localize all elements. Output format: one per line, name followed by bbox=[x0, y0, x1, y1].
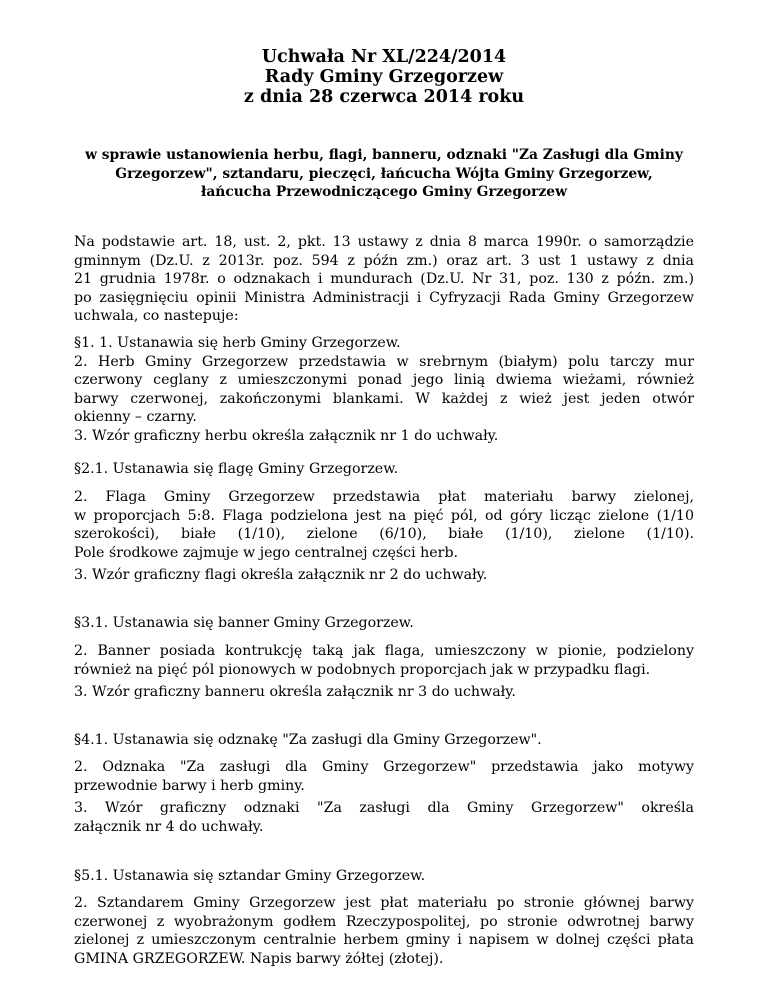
text-line: 2. Odznaka "Za zasługi dla Gminy Grzegorzew" przedstawia jako motywy bbox=[74, 759, 694, 775]
title-line-number: Uchwała Nr XL/224/2014 bbox=[261, 47, 507, 67]
section-heading: §4.1. Ustanawia się odznakę "Za zasługi dla Gminy Grzegorzew". bbox=[74, 732, 542, 748]
preamble-paragraph bbox=[74, 233, 694, 326]
text-line: Pole środkowe zajmuje w jego centralnej części herb. bbox=[74, 544, 459, 561]
text-line: po zasięgnięciu opinii Ministra Administracji i Cyfryzacji Rada Gminy Grzegorzew bbox=[74, 289, 694, 306]
subject-line: łańcucha Przewodniczącego Gminy Grzegorzew bbox=[201, 184, 567, 200]
resolution-subject bbox=[74, 146, 694, 202]
title-line-council: Rady Gminy Grzegorzew bbox=[264, 67, 504, 87]
text-line: 3. Wzór graficzny flagi określa załącznik nr 2 do uchwały. bbox=[74, 567, 488, 583]
section-2-point-3 bbox=[74, 566, 694, 585]
text-line: również na pięć pól pionowych w podobnych proporcjach jak w przypadku flagi. bbox=[74, 661, 651, 678]
text-line: 3. Wzór graficzny odznaki "Za zasługi dla Gminy Grzegorzew" określa bbox=[74, 800, 694, 816]
text-line: barwy czerwonej, zakończonymi blankami. W każdej z wież jest jeden otwór bbox=[74, 390, 694, 407]
section-heading: §2.1. Ustanawia się flagę Gminy Grzegorzew. bbox=[74, 461, 399, 477]
text-line: 2. Banner posiada kontrukcję taką jak flaga, umieszczony w pionie, podzielony bbox=[74, 643, 694, 659]
section-heading: §5.1. Ustanawia się sztandar Gminy Grzegorzew. bbox=[74, 868, 426, 884]
section-3-heading-block bbox=[74, 614, 694, 633]
text-line: 3. Wzór graficzny herbu określa załącznik nr 1 do uchwały. bbox=[74, 427, 499, 444]
section-4-heading-block bbox=[74, 731, 694, 750]
resolution-title bbox=[0, 47, 768, 107]
section-heading: §1. 1. Ustanawia się herb Gminy Grzegorzew. bbox=[74, 335, 401, 351]
subject-line: Grzegorzew", sztandaru, pieczęci, łańcucha Wójta Gminy Grzegorzew, bbox=[115, 165, 653, 182]
text-line: szerokości), białe (1/10), zielone (6/10), białe (1/10), zielone (1/10). bbox=[74, 526, 694, 542]
text-line: 2. Sztandarem Gminy Grzegorzew jest płat materiału po stronie głównej barwy bbox=[74, 895, 694, 911]
text-line: czerwony ceglany z umieszczonymi ponad jego linią dwiema wieżami, również bbox=[74, 372, 694, 388]
text-line: załącznik nr 4 do uchwały. bbox=[74, 818, 264, 835]
section-4-point-3 bbox=[74, 799, 694, 836]
section-2-paragraph bbox=[74, 488, 694, 562]
title-line-date: z dnia 28 czerwca 2014 roku bbox=[243, 87, 525, 107]
text-line: okienny – czarny. bbox=[74, 409, 197, 425]
text-line: Na podstawie art. 18, ust. 2, pkt. 13 ustawy z dnia 8 marca 1990r. o samorządzie bbox=[74, 234, 694, 250]
subject-line: w sprawie ustanowienia herbu, flagi, banneru, odznaki "Za Zasługi dla Gminy bbox=[85, 147, 683, 163]
text-line: gminnym (Dz.U. z 2013r. poz. 594 z późn zm.) oraz art. 3 ust 1 ustawy z dnia bbox=[74, 252, 694, 269]
text-line: w proporcjach 5:8. Flaga podzielona jest na pięć pól, od góry licząc zielone (1/10 bbox=[74, 507, 694, 524]
text-line: zielonej z umieszczonym centralnie herbem gminy i napisem w dolnej części płata bbox=[74, 932, 694, 948]
text-line: przewodnie barwy i herb gminy. bbox=[74, 777, 305, 794]
text-line: GMINA GRZEGORZEW. Napis barwy żółtej (złotej). bbox=[74, 950, 444, 967]
text-line: 3. Wzór graficzny banneru określa załącznik nr 3 do uchwały. bbox=[74, 684, 516, 700]
section-5-heading-block bbox=[74, 867, 694, 886]
section-heading: §3.1. Ustanawia się banner Gminy Grzegorzew. bbox=[74, 615, 414, 631]
section-4-paragraph bbox=[74, 758, 694, 795]
section-5-paragraph bbox=[74, 894, 694, 968]
text-line: uchwala, co nastepuje: bbox=[74, 308, 239, 324]
text-line: 21 grudnia 1978r. o odznakach i mundurach (Dz.U. Nr 31, poz. 130 z późn. zm.) bbox=[74, 271, 694, 287]
text-line: czerwonej z wyobrażonym godłem Rzeczypospolitej, po stronie odwrotnej barwy bbox=[74, 913, 694, 930]
section-1 bbox=[74, 334, 694, 445]
section-3-paragraph bbox=[74, 642, 694, 679]
text-line: 2. Flaga Gminy Grzegorzew przedstawia płat materiału barwy zielonej, bbox=[74, 489, 694, 505]
text-line: 2. Herb Gminy Grzegorzew przedstawia w srebrnym (białym) polu tarczy mur bbox=[74, 353, 694, 370]
section-3-point-3 bbox=[74, 683, 694, 702]
section-2-heading-block bbox=[74, 460, 694, 479]
